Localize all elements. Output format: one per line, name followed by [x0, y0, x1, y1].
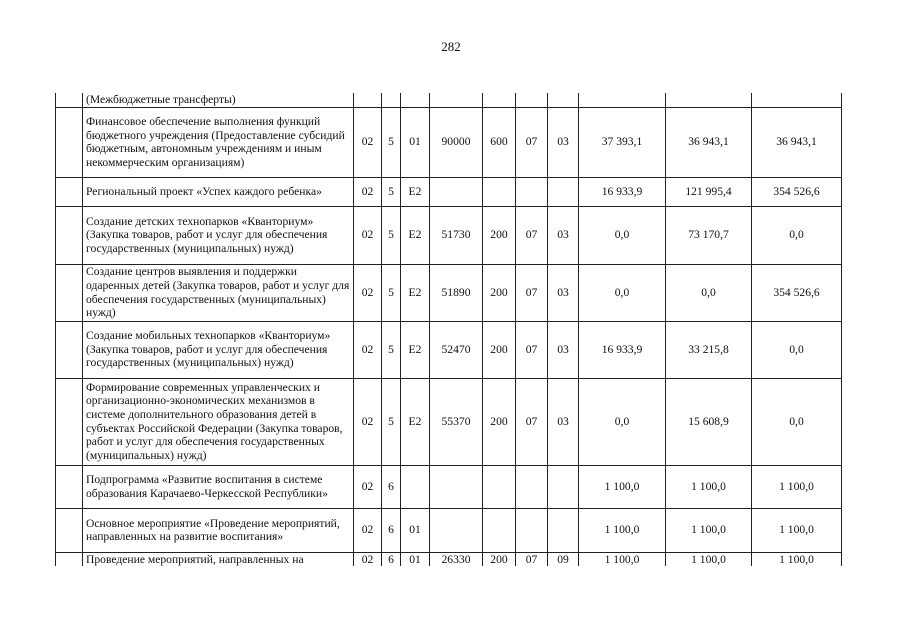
row-c4-cell: [430, 465, 483, 508]
row-c1-cell: 02: [354, 465, 382, 508]
row-c1-cell: 02: [354, 177, 382, 206]
row-v3-cell: 354 526,6: [752, 177, 842, 206]
row-v3-cell: 0,0: [752, 378, 842, 465]
row-v1-cell: 37 393,1: [579, 107, 666, 177]
row-c1-cell: 02: [354, 206, 382, 264]
row-v1-cell: 16 933,9: [579, 321, 666, 378]
row-c1-cell: 02: [354, 264, 382, 321]
row-c3-cell: [401, 93, 430, 107]
row-name-cell: Создание детских технопарков «Кванториум» (Закупка товаров, работ и услуг для обеспечения государственных (муниципальных) нужд): [83, 206, 354, 264]
page-number: 282: [441, 39, 461, 54]
table-row: [56, 378, 842, 465]
row-v3-cell: 0,0: [752, 206, 842, 264]
row-c2-cell: 5: [382, 177, 401, 206]
row-c7-cell: [548, 508, 579, 552]
row-v2-cell: 1 100,0: [666, 508, 752, 552]
row-blank-cell: [56, 552, 83, 566]
row-c6-cell: 07: [516, 107, 548, 177]
row-c1-cell: 02: [354, 508, 382, 552]
table-body: [56, 93, 842, 566]
row-c2-cell: 6: [382, 465, 401, 508]
row-c3-cell: 01: [401, 508, 430, 552]
row-name-cell: (Межбюджетные трансферты): [83, 93, 354, 107]
row-v2-cell: [666, 93, 752, 107]
table-row: [56, 177, 842, 206]
row-c7-cell: [548, 177, 579, 206]
row-c1-cell: 02: [354, 321, 382, 378]
row-c3-cell: 01: [401, 107, 430, 177]
row-c5-cell: 200: [483, 206, 516, 264]
row-c5-cell: [483, 177, 516, 206]
row-c7-cell: [548, 465, 579, 508]
row-c2-cell: 6: [382, 508, 401, 552]
row-c4-cell: 51890: [430, 264, 483, 321]
row-c4-cell: 26330: [430, 552, 483, 566]
row-c4-cell: 51730: [430, 206, 483, 264]
row-c5-cell: 200: [483, 321, 516, 378]
row-blank-cell: [56, 206, 83, 264]
row-name-cell: Региональный проект «Успех каждого ребенка»: [83, 177, 354, 206]
row-c7-cell: 03: [548, 107, 579, 177]
row-c5-cell: 200: [483, 264, 516, 321]
table-row: [56, 508, 842, 552]
row-c4-cell: 55370: [430, 378, 483, 465]
table-row: [56, 93, 842, 107]
row-name-cell: Создание мобильных технопарков «Кванториум» (Закупка товаров, работ и услуг для обеспечения государственных (муниципальных) нужд): [83, 321, 354, 378]
row-blank-cell: [56, 465, 83, 508]
row-name-cell: Подпрограмма «Развитие воспитания в системе образования Карачаево-Черкесской Республики»: [83, 465, 354, 508]
row-name-cell: Финансовое обеспечение выполнения функций бюджетного учреждения (Предоставление субсидий бюджетным, автономным учреждениям и иным некоммерческим организациям): [83, 107, 354, 177]
row-c7-cell: 03: [548, 264, 579, 321]
row-v2-cell: 33 215,8: [666, 321, 752, 378]
row-v1-cell: 1 100,0: [579, 552, 666, 566]
row-v1-cell: 16 933,9: [579, 177, 666, 206]
row-c6-cell: 07: [516, 264, 548, 321]
row-c4-cell: 90000: [430, 107, 483, 177]
row-c4-cell: [430, 93, 483, 107]
row-c1-cell: [354, 93, 382, 107]
row-v1-cell: 1 100,0: [579, 508, 666, 552]
row-c5-cell: 600: [483, 107, 516, 177]
row-v3-cell: 1 100,0: [752, 508, 842, 552]
row-v2-cell: 15 608,9: [666, 378, 752, 465]
row-blank-cell: [56, 321, 83, 378]
row-c2-cell: 5: [382, 378, 401, 465]
row-c2-cell: 5: [382, 206, 401, 264]
row-c7-cell: 09: [548, 552, 579, 566]
row-c7-cell: 03: [548, 378, 579, 465]
row-c5-cell: [483, 93, 516, 107]
row-c5-cell: 200: [483, 378, 516, 465]
row-c2-cell: 5: [382, 107, 401, 177]
row-v3-cell: 1 100,0: [752, 552, 842, 566]
row-c5-cell: [483, 465, 516, 508]
row-v2-cell: 121 995,4: [666, 177, 752, 206]
row-c6-cell: 07: [516, 321, 548, 378]
row-v3-cell: 0,0: [752, 321, 842, 378]
row-c4-cell: [430, 508, 483, 552]
row-c7-cell: [548, 93, 579, 107]
row-name-cell: Проведение мероприятий, направленных на: [83, 552, 354, 566]
row-blank-cell: [56, 378, 83, 465]
table-row: [56, 465, 842, 508]
row-c2-cell: 5: [382, 264, 401, 321]
row-c7-cell: 03: [548, 321, 579, 378]
row-blank-cell: [56, 93, 83, 107]
row-v2-cell: 0,0: [666, 264, 752, 321]
row-v2-cell: 73 170,7: [666, 206, 752, 264]
row-c6-cell: [516, 93, 548, 107]
table-row: [56, 321, 842, 378]
row-v3-cell: 1 100,0: [752, 465, 842, 508]
row-c3-cell: [401, 465, 430, 508]
row-v3-cell: 354 526,6: [752, 264, 842, 321]
table-row: [56, 107, 842, 177]
row-v3-cell: 36 943,1: [752, 107, 842, 177]
row-c3-cell: E2: [401, 378, 430, 465]
row-c6-cell: [516, 465, 548, 508]
row-c3-cell: E2: [401, 264, 430, 321]
row-c6-cell: [516, 508, 548, 552]
table-row: [56, 552, 842, 566]
row-v3-cell: [752, 93, 842, 107]
row-blank-cell: [56, 264, 83, 321]
row-c7-cell: 03: [548, 206, 579, 264]
row-c6-cell: 07: [516, 206, 548, 264]
row-c6-cell: 07: [516, 552, 548, 566]
row-blank-cell: [56, 177, 83, 206]
row-v2-cell: 1 100,0: [666, 552, 752, 566]
table-row: [56, 206, 842, 264]
row-v2-cell: 1 100,0: [666, 465, 752, 508]
row-c3-cell: 01: [401, 552, 430, 566]
row-blank-cell: [56, 508, 83, 552]
row-v1-cell: 0,0: [579, 378, 666, 465]
row-c1-cell: 02: [354, 552, 382, 566]
row-v1-cell: [579, 93, 666, 107]
row-c1-cell: 02: [354, 378, 382, 465]
row-c6-cell: [516, 177, 548, 206]
row-name-cell: Основное мероприятие «Проведение мероприятий, направленных на развитие воспитания»: [83, 508, 354, 552]
row-c4-cell: 52470: [430, 321, 483, 378]
table-row: [56, 264, 842, 321]
row-c5-cell: [483, 508, 516, 552]
row-name-cell: Создание центров выявления и поддержки одаренных детей (Закупка товаров, работ и услуг для обеспечения государственных (муниципальных) нужд): [83, 264, 354, 321]
row-c4-cell: [430, 177, 483, 206]
row-c6-cell: 07: [516, 378, 548, 465]
row-blank-cell: [56, 107, 83, 177]
row-c3-cell: E2: [401, 177, 430, 206]
row-c1-cell: 02: [354, 107, 382, 177]
row-c2-cell: 5: [382, 321, 401, 378]
row-v1-cell: 0,0: [579, 264, 666, 321]
budget-table: [55, 93, 842, 566]
row-name-cell: Формирование современных управленческих и организационно-экономических механизмов в системе дополнительного образования детей в субъектах Российской Федерации (Закупка товаров, работ и услуг для обеспечения государственных (муниципальных) нужд): [83, 378, 354, 465]
row-v2-cell: 36 943,1: [666, 107, 752, 177]
row-c5-cell: 200: [483, 552, 516, 566]
row-c2-cell: [382, 93, 401, 107]
row-v1-cell: 1 100,0: [579, 465, 666, 508]
row-v1-cell: 0,0: [579, 206, 666, 264]
row-c2-cell: 6: [382, 552, 401, 566]
row-c3-cell: E2: [401, 206, 430, 264]
row-c3-cell: E2: [401, 321, 430, 378]
